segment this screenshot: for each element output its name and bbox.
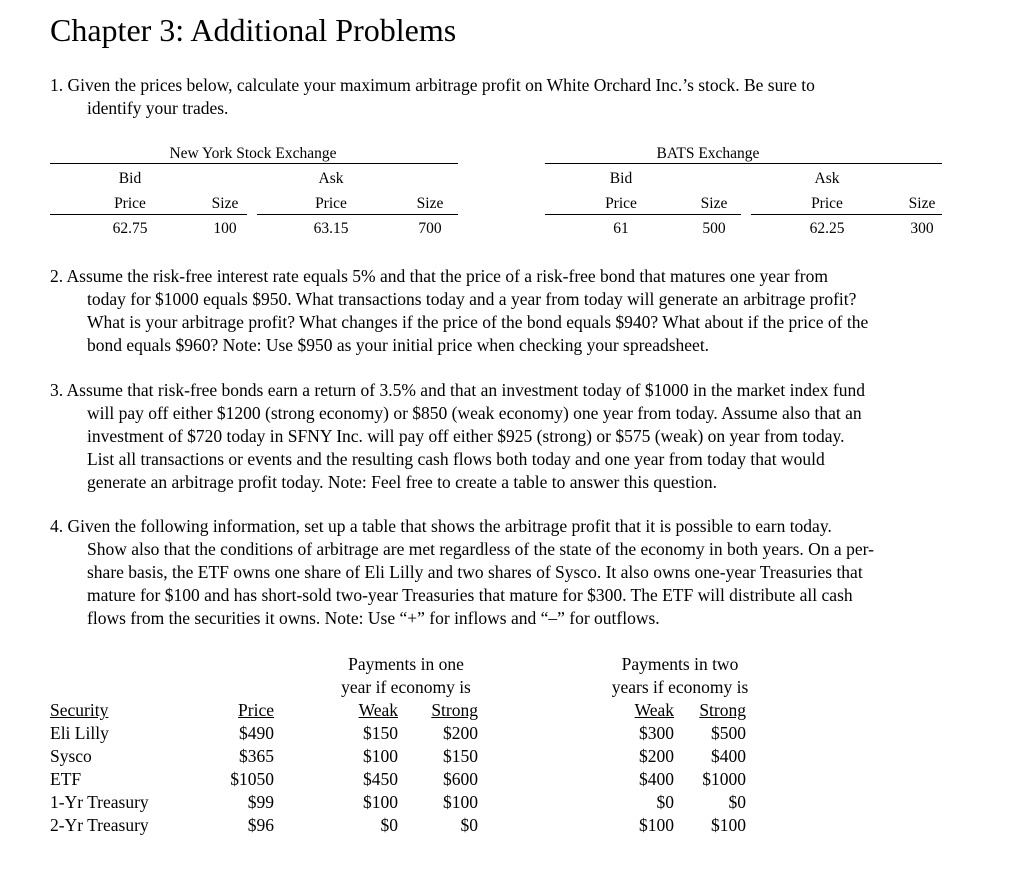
bats-ask-price: 62.25 [809, 220, 845, 237]
y1-weak-cell: $450 [363, 769, 398, 789]
y1-weak-cell: $100 [363, 792, 398, 812]
price-cell: $365 [239, 746, 274, 766]
bats-bid-size: 500 [702, 220, 726, 237]
problem-3-line: generate an arbitrage profit today. Note: Feel free to create a table to answer this question. [87, 472, 718, 492]
col-y1-strong-header: Strong [431, 700, 478, 720]
security-cell: 1-Yr Treasury [50, 792, 149, 812]
y1-weak-cell: $150 [363, 723, 398, 743]
y1-strong-cell: $200 [443, 723, 478, 743]
y2-strong-cell: $500 [711, 723, 746, 743]
y2-weak-cell: $100 [639, 815, 674, 835]
y2-weak-cell: $300 [639, 723, 674, 743]
nyse-bid-price: 62.75 [112, 220, 148, 237]
bats-ask-size: 300 [910, 220, 934, 237]
nyse-ask-label: Ask [318, 170, 344, 187]
bats-top-rule [545, 163, 942, 164]
bats-ask-rule [751, 214, 942, 215]
col-security-header: Security [50, 700, 109, 720]
problem-1-text [50, 74, 815, 120]
bats-bid-rule [545, 214, 741, 215]
y1-weak-cell: $100 [363, 746, 398, 766]
one-year-header-line1: Payments in one [348, 654, 464, 674]
price-cell: $99 [247, 792, 274, 812]
bats-ask-size-label: Size [908, 195, 936, 212]
col-y2-weak-header: Weak [634, 700, 674, 720]
problem-1-line: 1. Given the prices below, calculate your maximum arbitrage profit on White Orchard Inc.’s stock. Be sure to [50, 75, 815, 95]
problem-2-line: today for $1000 equals $950. What transactions today and a year from today will generate an arbitrage profit? [87, 289, 857, 309]
y1-strong-cell: $600 [443, 769, 478, 789]
y2-weak-cell: $200 [639, 746, 674, 766]
nyse-bid-size-label: Size [211, 195, 239, 212]
y2-strong-cell: $0 [728, 792, 746, 812]
y2-weak-cell: $400 [639, 769, 674, 789]
problem-1-line: identify your trades. [87, 98, 229, 118]
nyse-ask-price-label: Price [315, 195, 347, 212]
bats-bid-size-label: Size [700, 195, 728, 212]
problem-3-line: investment of $720 today in SFNY Inc. will pay off either $925 (strong) or $575 (weak) on year from today. [87, 426, 845, 446]
y1-strong-cell: $150 [443, 746, 478, 766]
problem-3-line: 3. Assume that risk-free bonds earn a return of 3.5% and that an investment today of $1000 in the market index fund [50, 380, 865, 400]
problem-2-line: bond equals $960? Note: Use $950 as your initial price when checking your spreadsheet. [87, 335, 710, 355]
y2-strong-cell: $1000 [702, 769, 746, 789]
page-title: Chapter 3: Additional Problems [50, 12, 457, 48]
bats-ask-price-label: Price [811, 195, 843, 212]
nyse-bid-label: Bid [118, 170, 142, 187]
col-y2-strong-header: Strong [699, 700, 746, 720]
nyse-exchange-label: New York Stock Exchange [169, 145, 337, 162]
bats-exchange-label: BATS Exchange [656, 145, 760, 162]
nyse-ask-size-label: Size [416, 195, 444, 212]
bats-bid-label: Bid [609, 170, 633, 187]
y1-strong-cell: $0 [460, 815, 478, 835]
problem-2-line: What is your arbitrage profit? What changes if the price of the bond equals $940? What about if the price of the [87, 312, 869, 332]
problem-3-line: will pay off either $1200 (strong economy) or $850 (weak economy) one year from today. Assume also that an [87, 403, 862, 423]
nyse-top-rule [50, 163, 458, 164]
price-cell: $1050 [230, 769, 274, 789]
problem-4-line: share basis, the ETF owns one share of Eli Lilly and two shares of Sysco. It also owns one-year Treasuries that [87, 562, 863, 582]
y1-weak-cell: $0 [380, 815, 398, 835]
col-y1-weak-header: Weak [358, 700, 398, 720]
nyse-bid-size: 100 [213, 220, 237, 237]
price-cell: $490 [239, 723, 274, 743]
y2-weak-cell: $0 [656, 792, 674, 812]
problem-4-line: 4. Given the following information, set up a table that shows the arbitrage profit that it is possible to earn today. [50, 516, 832, 536]
security-cell: ETF [50, 769, 82, 789]
problem-4-line: mature for $100 and has short-sold two-year Treasuries that mature for $300. The ETF will distribute all cash [87, 585, 853, 605]
one-year-header-line2: year if economy is [341, 677, 471, 697]
y1-strong-cell: $100 [443, 792, 478, 812]
problem-3-text [50, 379, 865, 494]
security-cell: 2-Yr Treasury [50, 815, 149, 835]
problem-4-line: flows from the securities it owns. Note: Use “+” for inflows and “–” for outflows. [87, 608, 660, 628]
col-price-header: Price [238, 700, 274, 720]
two-year-header-line1: Payments in two [621, 654, 739, 674]
security-cell: Sysco [50, 746, 92, 766]
two-year-header-line2: years if economy is [611, 677, 749, 697]
nyse-bid-price-label: Price [114, 195, 146, 212]
problem-3-line: List all transactions or events and the resulting cash flows both today and one year from today that would [87, 449, 825, 469]
problem-2-line: 2. Assume the risk-free interest rate equals 5% and that the price of a risk-free bond that matures one year from [50, 266, 828, 286]
bats-ask-label: Ask [814, 170, 840, 187]
problem-4-line: Show also that the conditions of arbitrage are met regardless of the state of the economy in both years. On a per- [87, 539, 874, 559]
problem-2-text [50, 265, 868, 357]
nyse-ask-size: 700 [418, 220, 442, 237]
bats-bid-price-label: Price [605, 195, 637, 212]
nyse-ask-price: 63.15 [313, 220, 349, 237]
bats-bid-price: 61 [613, 220, 629, 237]
security-cell: Eli Lilly [50, 723, 109, 743]
problem-4-text [50, 515, 874, 630]
nyse-bid-rule [50, 214, 247, 215]
price-cell: $96 [247, 815, 274, 835]
nyse-ask-rule [257, 214, 458, 215]
y2-strong-cell: $400 [711, 746, 746, 766]
y2-strong-cell: $100 [711, 815, 746, 835]
